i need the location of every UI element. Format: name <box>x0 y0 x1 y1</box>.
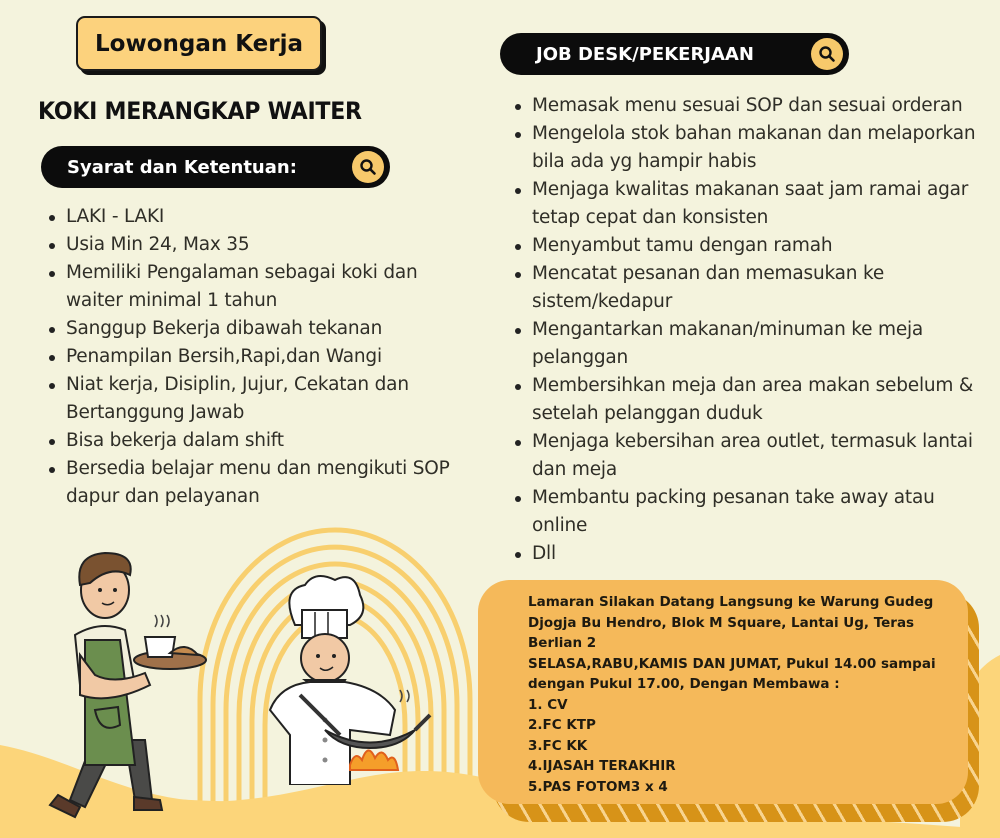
application-address: Lamaran Silakan Datang Langsung ke Warung Gudeg Djogja Bu Hendro, Blok M Square, Lantai Ug, Teras Berlian 2 <box>528 594 934 651</box>
list-item: Sanggup Bekerja dibawah tekanan <box>42 315 462 343</box>
document-item: 3.FC KK <box>528 737 588 754</box>
list-item: Menjaga kwalitas makanan saat jam ramai agar tetap cepat dan konsisten <box>508 176 988 232</box>
list-item: Penampilan Bersih,Rapi,dan Wangi <box>42 343 462 371</box>
list-item: Membersihkan meja dan area makan sebelum & setelah pelanggan duduk <box>508 372 988 428</box>
requirements-header <box>41 146 390 188</box>
list-item: Memiliki Pengalaman sebagai koki dan waiter minimal 1 tahun <box>42 259 462 315</box>
list-item: Menjaga kebersihan area outlet, termasuk lantai dan meja <box>508 428 988 484</box>
list-item: LAKI - LAKI <box>42 203 462 231</box>
document-item: 1. CV <box>528 696 568 713</box>
document-item: 4.IJASAH TERAKHIR <box>528 758 676 774</box>
list-item: Mengantarkan makanan/minuman ke meja pelanggan <box>508 316 988 372</box>
job-vacancy-badge: Lowongan Kerja <box>76 16 322 71</box>
list-item: Mengelola stok bahan makanan dan melaporkan bila ada yg hampir habis <box>508 120 988 176</box>
list-item: Bersedia belajar menu dan mengikuti SOP dapur dan pelayanan <box>42 455 462 511</box>
jobdesk-header <box>500 33 849 75</box>
chef-illustration <box>250 570 435 785</box>
list-item: Memasak menu sesuai SOP dan sesuai orderan <box>508 92 988 120</box>
document-item: 5.PAS FOTOM3 x 4 <box>528 778 668 795</box>
jobdesk-list <box>508 92 988 568</box>
search-icon <box>811 38 843 70</box>
list-item: Dll <box>508 540 988 568</box>
application-info-box <box>478 580 968 804</box>
list-item: Usia Min 24, Max 35 <box>42 231 462 259</box>
jobdesk-header-label: JOB DESK/PEKERJAAN <box>536 43 754 65</box>
application-schedule: SELASA,RABU,KAMIS DAN JUMAT, Pukul 14.00 sampai dengan Pukul 17.00, Dengan Membawa : <box>528 655 936 692</box>
document-item: 2.FC KTP <box>528 717 596 733</box>
job-title: KOKI MERANGKAP WAITER <box>38 97 362 125</box>
list-item: Bisa bekerja dalam shift <box>42 427 462 455</box>
search-icon <box>352 151 384 183</box>
requirements-list <box>42 203 462 511</box>
list-item: Mencatat pesanan dan memasukan ke sistem/kedapur <box>508 260 988 316</box>
list-item: Menyambut tamu dengan ramah <box>508 232 988 260</box>
list-item: Membantu packing pesanan take away atau online <box>508 484 988 540</box>
waiter-illustration <box>40 545 220 825</box>
list-item: Niat kerja, Disiplin, Jujur, Cekatan dan Bertanggung Jawab <box>42 371 462 427</box>
requirements-header-label: Syarat dan Ketentuan: <box>67 156 297 178</box>
